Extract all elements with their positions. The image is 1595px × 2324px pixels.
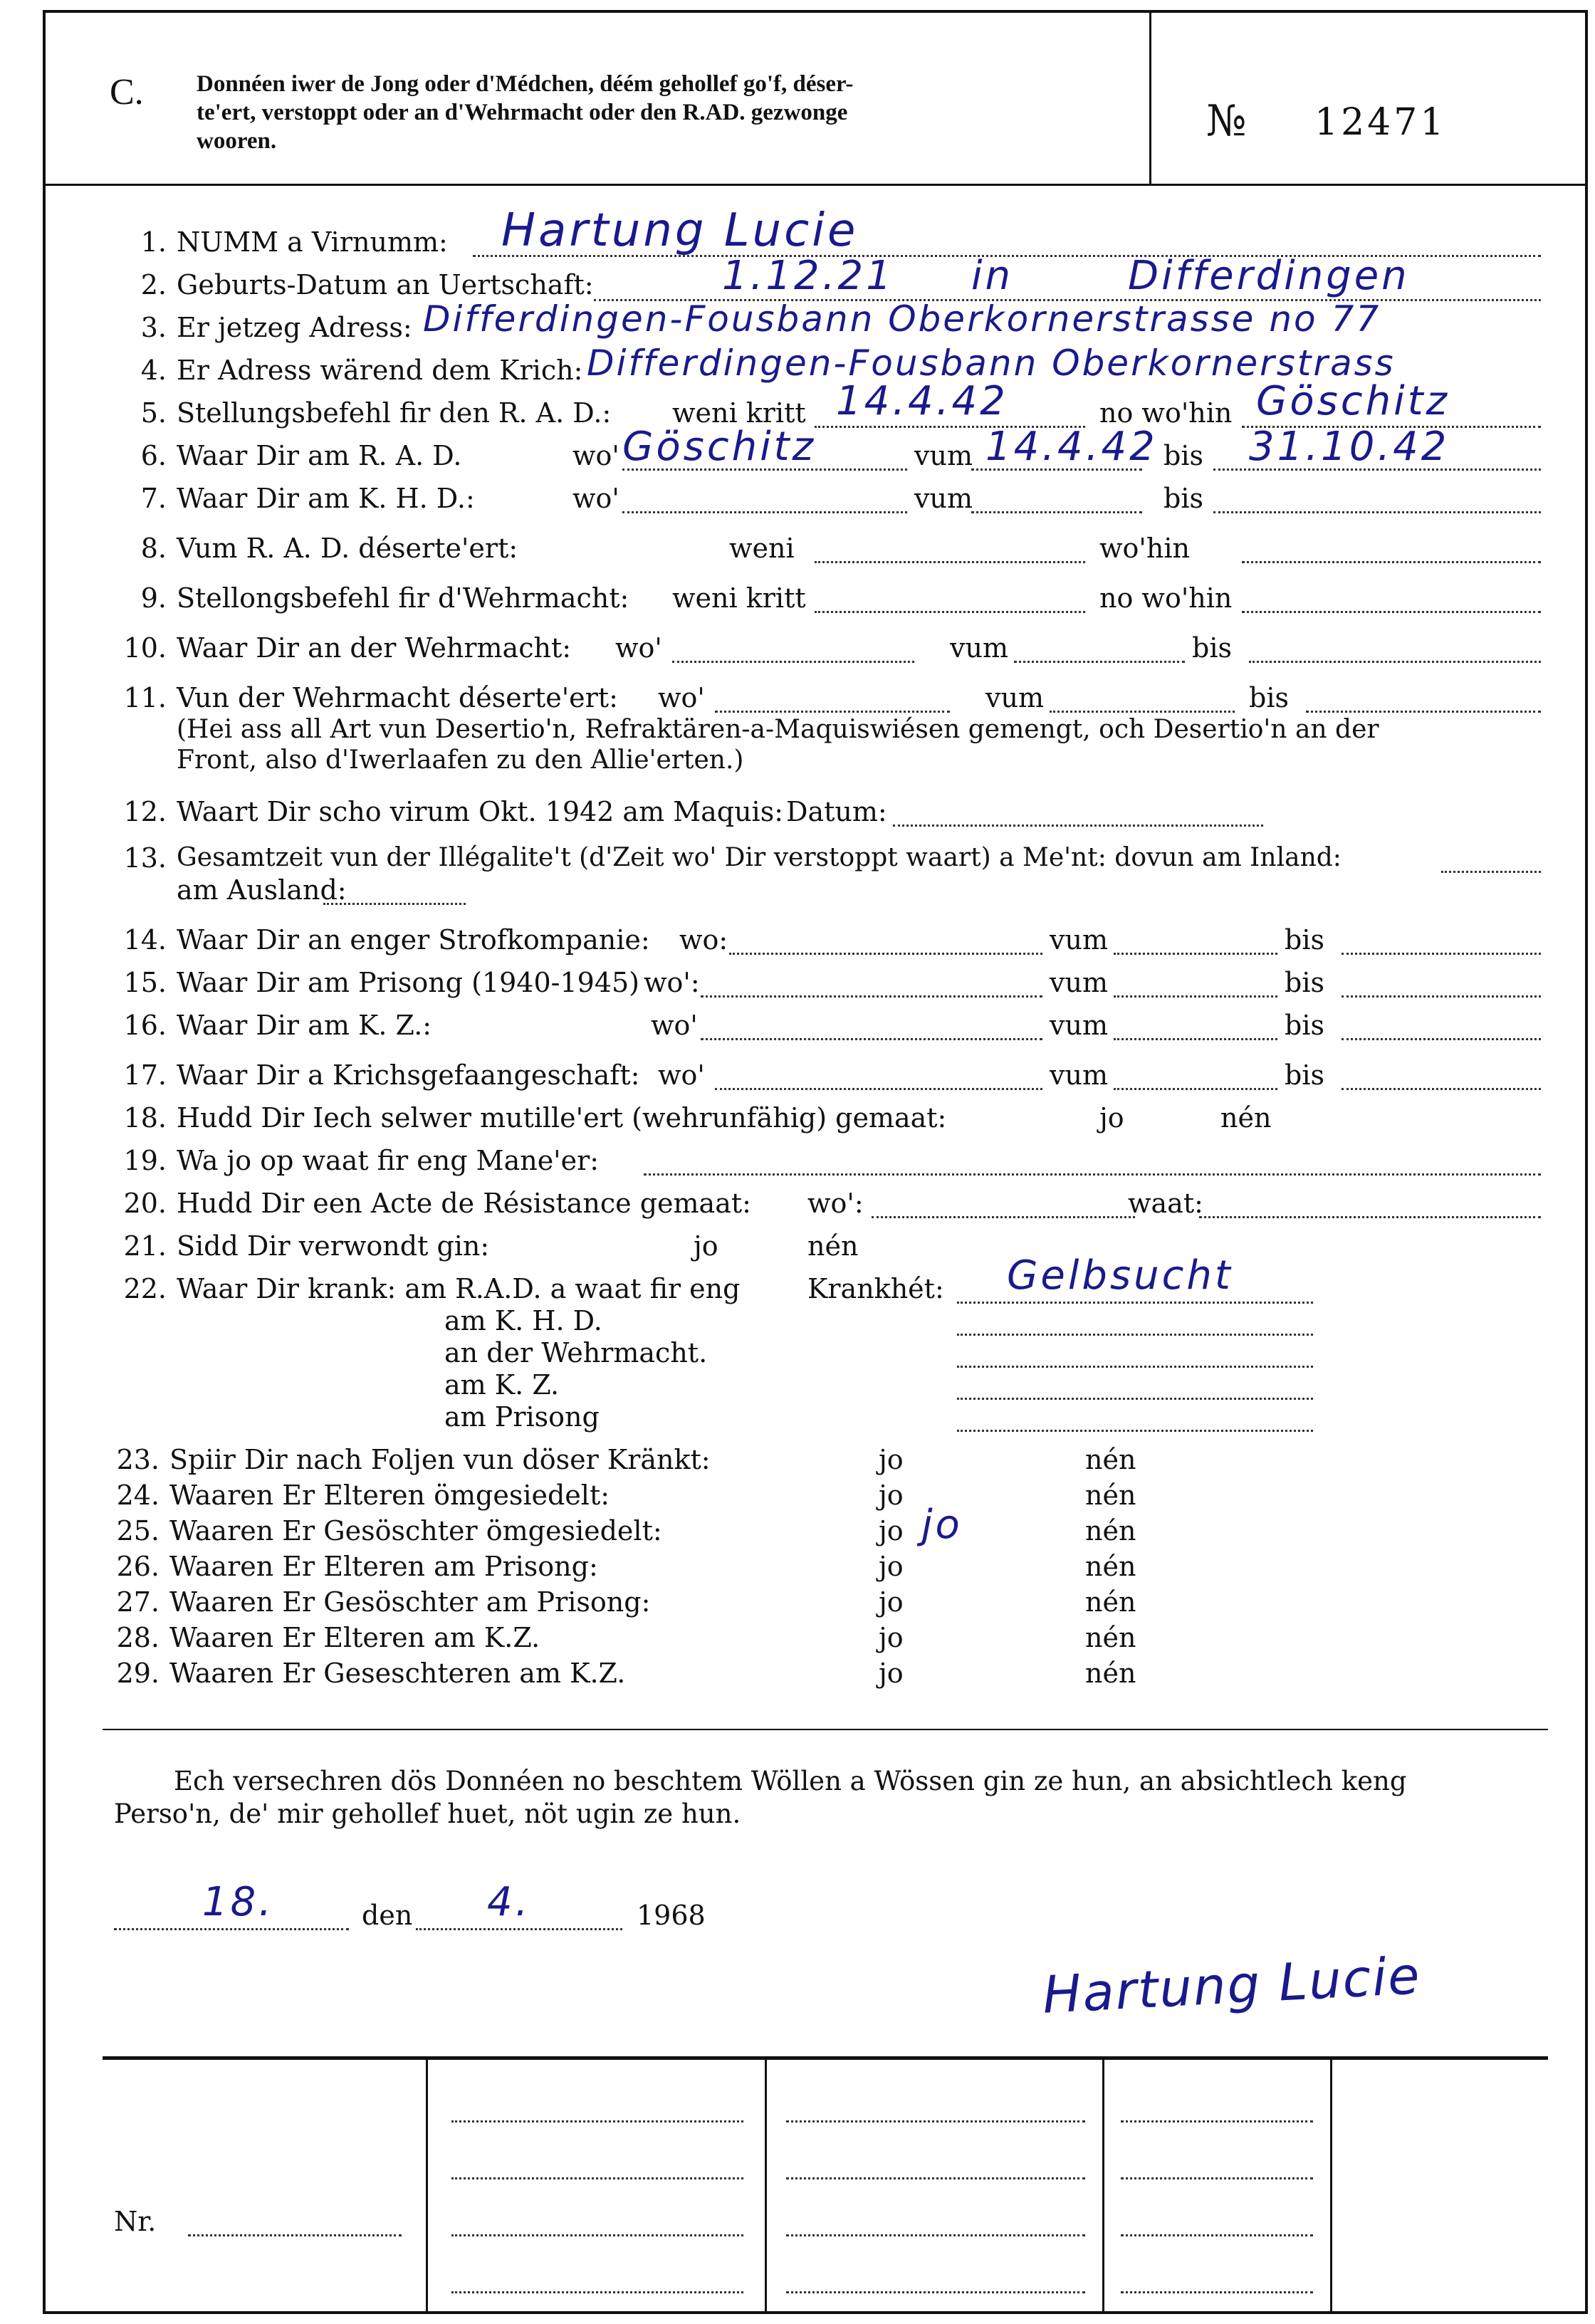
field-key: no wo'hin <box>1099 397 1233 429</box>
field-key: bis <box>1163 440 1203 471</box>
item-number: 22. <box>123 1273 167 1304</box>
answer-line[interactable] <box>1199 1216 1541 1218</box>
item-label: Waart Dir scho virum Okt. 1942 am Maquis: <box>177 796 784 827</box>
sub-label: an der Wehrmacht. <box>444 1337 708 1368</box>
answer-line[interactable] <box>1114 1038 1277 1040</box>
field-key: waat: <box>1128 1188 1203 1219</box>
item-number: 17. <box>123 1059 167 1091</box>
answer-line[interactable] <box>1114 995 1277 998</box>
answer-line[interactable] <box>1441 871 1541 873</box>
item-number: 26. <box>116 1551 160 1582</box>
item-label: Spiir Dir nach Foljen vun döser Kränkt: <box>169 1444 711 1475</box>
item-number: 20. <box>123 1188 167 1219</box>
footer-line[interactable] <box>1121 2234 1313 2236</box>
answer-line[interactable] <box>1014 661 1185 663</box>
option-no[interactable]: nén <box>1085 1658 1136 1689</box>
field-key: Krankhét: <box>807 1273 944 1304</box>
handwritten-rad-from: 14.4.42 <box>985 424 1158 470</box>
item-label: Waar Dir an der Wehrmacht: <box>177 632 572 664</box>
declaration-line-2: Perso'n, de' mir gehollef huet, nöt ugin ze hun. <box>114 1799 741 1829</box>
answer-line[interactable] <box>957 1334 1313 1336</box>
item-number: 15. <box>123 967 167 998</box>
field-key: wo' <box>658 682 705 713</box>
field-key: vum <box>1050 967 1108 998</box>
item-label: Hudd Dir een Acte de Résistance gemaat: <box>177 1188 751 1219</box>
item-label: Waar Dir am Prisong (1940-1945) <box>177 967 639 998</box>
handwritten-name: Hartung Lucie <box>501 204 859 257</box>
declaration-line-1: Ech versechren dös Donnéen no beschtem Wöllen a Wössen gin ze hun, an absichtlech keng <box>174 1766 1407 1796</box>
field-key: vum <box>1050 1059 1108 1091</box>
header-title-line-2: te'ert, verstoppt oder an d'Wehrmacht oder den R.AD. gezwonge <box>197 100 848 125</box>
item-label: Wa jo op waat fir eng Mane'er: <box>177 1145 600 1176</box>
option-no[interactable]: nén <box>1085 1444 1136 1475</box>
item-label: Hudd Dir Iech selwer mutille'ert (wehrunfähig) gemaat: <box>177 1102 947 1134</box>
item-number: 10. <box>123 632 167 664</box>
answer-line[interactable] <box>644 1173 1541 1176</box>
answer-line[interactable] <box>715 1088 1042 1090</box>
item-number: 11. <box>123 682 167 713</box>
handwritten-order-date: 14.4.42 <box>836 378 1008 424</box>
date-den: den <box>362 1900 413 1931</box>
nr-label: Nr. <box>114 2206 157 2237</box>
footer-line[interactable] <box>786 2291 1085 2293</box>
option-no[interactable]: nén <box>1085 1551 1136 1582</box>
field-key: bis <box>1285 1059 1324 1091</box>
item-label: Er Adress wärend dem Krich: <box>177 355 583 386</box>
answer-line[interactable] <box>1213 511 1541 513</box>
header-title-line-3: wooren. <box>197 128 277 154</box>
field-key: weni kritt <box>672 582 806 614</box>
field-key: Datum: <box>786 796 887 827</box>
answer-line[interactable] <box>872 1216 1135 1218</box>
footer-line[interactable] <box>451 2177 743 2179</box>
option-yes[interactable]: jo <box>879 1444 904 1475</box>
answer-line[interactable] <box>1114 953 1277 955</box>
footer-line[interactable] <box>786 2177 1085 2179</box>
item-number: 2. <box>140 269 167 300</box>
item-label: Waaren Er Geseschteren am K.Z. <box>169 1658 626 1689</box>
item-number: 24. <box>116 1480 160 1511</box>
item-number: 7. <box>140 483 167 514</box>
answer-line[interactable] <box>1249 661 1541 663</box>
option-no[interactable]: nén <box>807 1230 859 1262</box>
answer-line[interactable] <box>1306 711 1541 713</box>
item-label: Er jetzeg Adress: <box>177 312 412 343</box>
item-label: Waar Dir an enger Strofkompanie: <box>177 924 650 956</box>
handwritten-birth-date: 1.12.21 <box>722 253 894 299</box>
handwritten-day: 18. <box>202 1879 275 1925</box>
answer-line[interactable] <box>957 1302 1313 1304</box>
option-no[interactable]: nén <box>1085 1586 1136 1618</box>
form-number: 12471 <box>1314 101 1447 144</box>
sub-label: am K. Z. <box>444 1369 560 1401</box>
handwritten-order-place: Göschitz <box>1256 378 1450 424</box>
registration-form <box>43 10 1588 2314</box>
header-rule <box>46 184 1585 186</box>
option-no[interactable]: nén <box>1085 1480 1136 1511</box>
item-number: 12. <box>123 796 167 827</box>
field-key: vum <box>1050 1010 1108 1041</box>
field-key: wo' <box>651 1010 698 1041</box>
answer-line[interactable] <box>1342 995 1541 998</box>
field-key: wo: <box>679 924 728 956</box>
field-key: vum <box>985 682 1044 713</box>
answer-line[interactable] <box>323 903 466 905</box>
field-key: wo': <box>807 1188 864 1219</box>
item-number: 5. <box>140 397 167 429</box>
field-key: weni kritt <box>672 397 806 429</box>
item-label: Waaren Er Elteren ömgesiedelt: <box>169 1480 610 1511</box>
item-number: 4. <box>140 355 167 386</box>
option-yes[interactable]: jo <box>879 1622 904 1653</box>
field-key: bis <box>1192 632 1232 664</box>
answer-line[interactable] <box>815 611 1085 613</box>
footer-line[interactable] <box>1121 2120 1313 2123</box>
option-no[interactable]: nén <box>1085 1515 1136 1546</box>
item-label: Waaren Er Gesöschter am Prisong: <box>169 1586 651 1618</box>
day-line[interactable] <box>114 1928 349 1930</box>
item-number: 29. <box>116 1658 160 1689</box>
item-number: 14. <box>123 924 167 956</box>
field-key: vum <box>950 632 1008 664</box>
answer-line[interactable] <box>1342 1038 1541 1040</box>
item-label: Waaren Er Elteren am K.Z. <box>169 1622 540 1653</box>
answer-line[interactable] <box>893 825 1263 827</box>
field-key: wo': <box>644 967 700 998</box>
footer-divider <box>426 2056 428 2313</box>
answer-line[interactable] <box>701 995 1042 998</box>
field-key: vum <box>914 440 973 471</box>
answer-line[interactable] <box>1114 1088 1277 1090</box>
answer-line[interactable] <box>1242 611 1541 613</box>
item-label: Waar Dir a Krichsgefaangeschaft: <box>177 1059 640 1091</box>
item-number: 9. <box>140 582 167 614</box>
item-label: Waar Dir krank: am R.A.D. a waat fir eng <box>177 1273 741 1304</box>
item-number: 25. <box>116 1515 160 1546</box>
answer-line[interactable] <box>701 1038 1042 1040</box>
item-label: NUMM a Virnumm: <box>177 226 448 258</box>
field-key: bis <box>1285 1010 1324 1041</box>
field-key: wo' <box>572 440 619 471</box>
option-no[interactable]: nén <box>1220 1102 1272 1134</box>
answer-line[interactable] <box>1050 711 1235 713</box>
date-year: 1968 <box>637 1900 706 1931</box>
field-key: vum <box>914 483 973 514</box>
footer-line[interactable] <box>451 2234 743 2236</box>
month-line[interactable] <box>416 1928 622 1930</box>
item-label: Vum R. A. D. déserte'ert: <box>177 533 518 564</box>
item-number: 23. <box>116 1444 160 1475</box>
footer-line[interactable] <box>786 2120 1085 2123</box>
field-key: bis <box>1249 682 1289 713</box>
item-number: 18. <box>123 1102 167 1134</box>
footer-divider <box>1330 2056 1332 2313</box>
sub-label: am Prisong <box>444 1401 600 1433</box>
item-note: Front, also d'Iwerlaafen zu den Allie'erten.) <box>177 745 744 775</box>
answer-line[interactable] <box>729 953 1042 955</box>
section-letter: C. <box>110 72 144 112</box>
option-yes[interactable]: jo <box>879 1480 904 1511</box>
footer-line[interactable] <box>451 2291 743 2293</box>
item-number: 27. <box>116 1586 160 1618</box>
header-title-line-1: Donnéen iwer de Jong oder d'Médchen, déém gehollef go'f, déser- <box>197 71 854 97</box>
item-label: Waar Dir am K. H. D.: <box>177 483 475 514</box>
item-note: (Hei ass all Art vun Desertio'n, Refraktären-a-Maquiswiésen gemengt, och Desertio'n an der <box>177 715 1379 744</box>
number-sign: № <box>1206 96 1247 146</box>
option-yes[interactable]: jo <box>879 1515 904 1546</box>
footer-line[interactable] <box>451 2120 743 2123</box>
field-key: wo' <box>572 483 619 514</box>
item-label-line-2: am Ausland: <box>177 874 347 906</box>
item-label: Vun der Wehrmacht déserte'ert: <box>177 682 618 713</box>
answer-line[interactable] <box>957 1366 1313 1368</box>
option-yes[interactable]: jo <box>1099 1102 1124 1134</box>
field-key: weni <box>729 533 795 564</box>
footer-line[interactable] <box>1121 2291 1313 2293</box>
handwritten-war-address: Differdingen-Fousbann Oberkornerstrass <box>587 342 1396 384</box>
field-key: bis <box>1285 967 1324 998</box>
option-yes[interactable]: jo <box>879 1658 904 1689</box>
item-number: 13. <box>123 842 167 874</box>
item-number: 21. <box>123 1230 167 1262</box>
handwritten-current-address: Differdingen-Fousbann Oberkornerstrasse no 77 <box>423 298 1381 340</box>
section-rule <box>103 1729 1548 1730</box>
item-number: 8. <box>140 533 167 564</box>
item-label: Stellungsbefehl fir den R. A. D.: <box>177 397 612 429</box>
handwritten-rad-place: Göschitz <box>622 424 817 470</box>
field-key: wo'hin <box>1099 533 1190 564</box>
item-label: Geburts-Datum an Uertschaft: <box>177 269 594 300</box>
answer-line[interactable] <box>957 1398 1313 1400</box>
answer-line[interactable] <box>622 511 907 513</box>
item-number: 28. <box>116 1622 160 1653</box>
footer-divider <box>1102 2056 1104 2313</box>
header-divider <box>1149 13 1151 184</box>
handwritten-answer-yes: jo <box>921 1502 963 1548</box>
item-number: 6. <box>140 440 167 471</box>
option-yes[interactable]: jo <box>694 1230 718 1262</box>
option-yes[interactable]: jo <box>879 1551 904 1582</box>
answer-line[interactable] <box>715 711 950 713</box>
item-label: Waar Dir am K. Z.: <box>177 1010 432 1041</box>
sub-label: am K. H. D. <box>444 1305 602 1336</box>
nr-line[interactable] <box>188 2234 402 2236</box>
item-number: 1. <box>140 226 167 258</box>
answer-line[interactable] <box>1342 953 1541 955</box>
answer-line[interactable] <box>672 661 914 663</box>
answer-line[interactable] <box>1242 561 1541 563</box>
field-key: wo' <box>615 632 662 664</box>
answer-line[interactable] <box>1342 1088 1541 1090</box>
option-no[interactable]: nén <box>1085 1622 1136 1653</box>
answer-line[interactable] <box>971 511 1142 513</box>
item-label: Gesamtzeit vun der Illégalite't (d'Zeit wo' Dir verstoppt waart) a Me'nt: dovun am Inland: <box>177 843 1342 872</box>
item-label: Waar Dir am R. A. D. <box>177 440 462 471</box>
footer-divider <box>765 2056 767 2313</box>
field-key: wo' <box>658 1059 705 1091</box>
field-key: no wo'hin <box>1099 582 1233 614</box>
item-number: 3. <box>140 312 167 343</box>
item-label: Stellongsbefehl fir d'Wehrmacht: <box>177 582 629 614</box>
handwritten-in: in <box>971 253 1014 299</box>
handwritten-month: 4. <box>487 1879 531 1925</box>
handwritten-illness: Gelbsucht <box>1007 1252 1233 1299</box>
item-label: Waaren Er Elteren am Prisong: <box>169 1551 598 1582</box>
item-label: Waaren Er Gesöschter ömgesiedelt: <box>169 1515 662 1546</box>
signature: Hartung Lucie <box>1041 1945 1423 2025</box>
item-label: Sidd Dir verwondt gin: <box>177 1230 490 1262</box>
field-key: bis <box>1163 483 1203 514</box>
item-number: 16. <box>123 1010 167 1041</box>
footer-line[interactable] <box>1121 2177 1313 2179</box>
footer-line[interactable] <box>786 2234 1085 2236</box>
option-yes[interactable]: jo <box>879 1586 904 1618</box>
field-key: bis <box>1285 924 1324 956</box>
answer-line[interactable] <box>957 1430 1313 1432</box>
item-number: 19. <box>123 1145 167 1176</box>
field-key: vum <box>1050 924 1108 956</box>
handwritten-rad-to: 31.10.42 <box>1249 424 1450 470</box>
answer-line[interactable] <box>815 561 1085 563</box>
handwritten-birth-place: Differdingen <box>1128 253 1410 299</box>
